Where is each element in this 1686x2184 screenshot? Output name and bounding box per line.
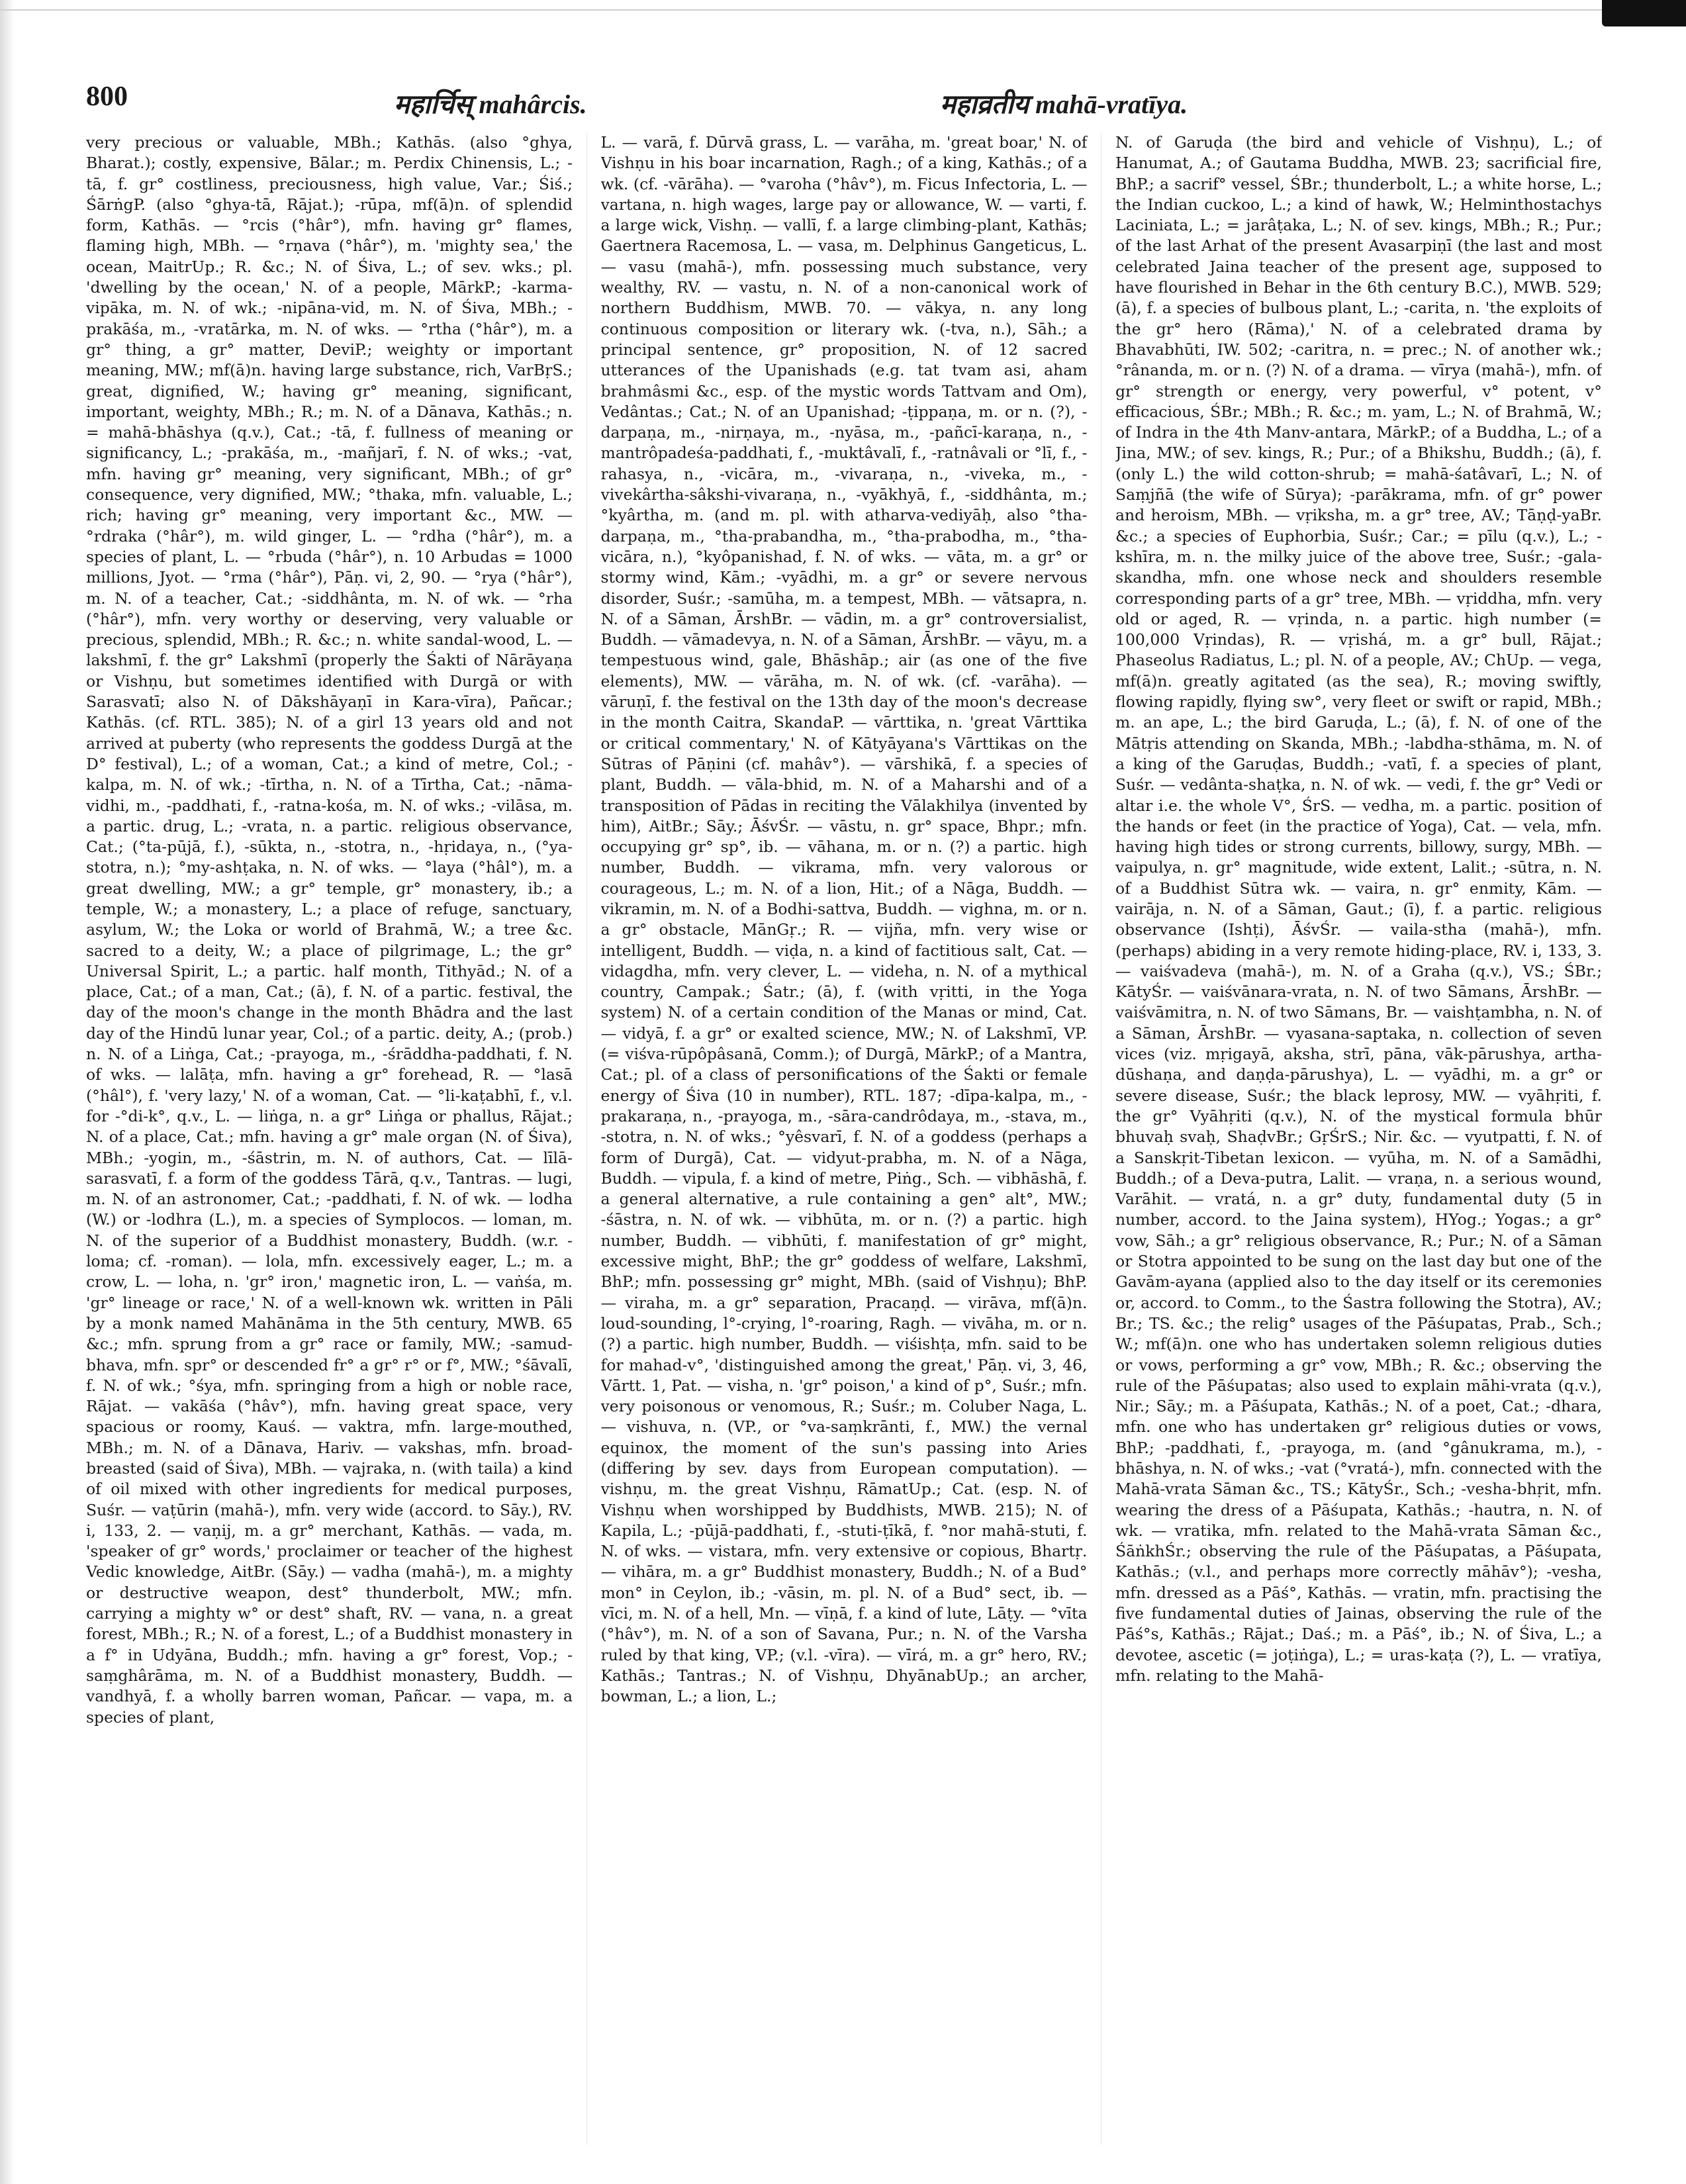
column-1-text: very precious or valuable, MBh.; Kathās. (also °ghya, Bharat.); costly, expensive, Bālar.; m. Perdix Chinensis, L.; -tā, f. gr° costliness, preciousness, high value, Var.; Śiś.; ŚārṅgP. (also °ghya-tā, Rājat.); -rūpa, mf(ā)n. of splendid form, Kathās. — °rcis (°hâr°), mfn. having gr° flames, flaming high, MBh. — °rṇava (°hâr°), m. 'mighty sea,' the ocean, MaitrUp.; R. &c.; N. of Śiva, L.; of sev. wks.; pl. 'dwelling by the ocean,' N. of a people, MārkP.; -karma-vipāka, m. N. of wk.; -nipāna-vid, m. N. of Śiva, MBh.; -prakāśa, m., -vratārka, m. N. of wks. — °rtha (°hâr°), m. a gr° thing, a gr° matter, DeviP.; weighty or important meaning, MW.; mf(ā)n. having large substance, rich, VarBṛS.; great, dignified, W.; having gr° meaning, significant, important, weighty, MBh.; R.; m. N. of a Dānava, Kathās.; n. = mahā-bhāshya (q.v.), Cat.; -tā, f. fullness of meaning or significancy, L.; -prakāśa, m., -mañjarī, f. N. of wks.; -vat, mfn. having gr° meaning, very significant, MBh.; of gr° consequence, very dignified, MW.; °thaka, mfn. valuable, L.; rich; having gr° meaning, very important &c., MW. — °rdraka (°hâr°), m. wild ginger, L. — °rdha (°hâr°), m. a species of plant, L. — °rbuda (°hâr°), n. 10 Arbudas = 1000 millions, Jyot. — °rma (°hâr°), Pāṇ. vi, 2, 90. — °rya (°hâr°), m. N. of a teacher, Cat.; -siddhânta, m. N. of wk. — °rha (°hâr°), mfn. very worthy or deserving, very valuable or precious, splendid, MBh.; R. &c.; n. white sandal-wood, L. — lakshmī, f. the gr° Lakshmī (properly the Śakti of Nārāyaṇa or Vishṇu, but sometimes identified with Durgā or with Sarasvatī; also N. of Dākshāyaṇī in Kara-vīra), Pañcar.; Kathās. (cf. RTL. 385); N. of a girl 13 years old and not arrived at puberty (who represents the goddess Durgā at the D° festival), L.; of a woman, Cat.; a kind of metre, Col.; -kalpa, m. N. of wk.; -tīrtha, n. N. of a Tīrtha, Cat.; -nāma-vidhi, m., -paddhati, f., -ratna-kośa, m. N. of wks.; -vilāsa, m. a partic. drug, L.; -vrata, n. a partic. religious observance, Cat.; (°ta-pūjā, f.), -sūkta, n., -stotra, n., -hṛidaya, n., (°ya-stotra, n.); °my-ashṭaka, n. N. of wks. — °laya (°hâl°), m. a great dwelling, MW.; a gr° temple, gr° monastery, ib.; a temple, W.; a monastery, L.; a place of refuge, sanctuary, asylum, W.; the Loka or world of Brahmā, W.; a tree &c. sacred to a deity, W.; a place of pilgrimage, L.; the gr° Universal Spirit, L.; a partic. half month, Tithyād.; N. of a place, Cat.; of a man, Cat.; (ā), f. N. of a partic. festival, the day of the moon's change in the month Bhādra and the last day of the Hindū lunar year, Col.; of a partic. deity, A.; (prob.) n. N. of a Liṅga, Cat.; -prayoga, m., -śrāddha-paddhati, f. N. of wks. — lalāṭa, mfn. having a gr° forehead, R. — °lasā (°hâl°), f. 'very lazy,' N. of a woman, Cat. — °li-kaṭabhī, f., v.l. for -°di-k°, q.v., L. — liṅga, n. a gr° Liṅga or phallus, Rājat.; N. of a place, Cat.; mfn. having a gr° male organ (N. of Śiva), MBh.; -yogin, m., -śāstrin, m. N. of authors, Cat. — līlā-sarasvatī, f. a form of the goddess Tārā, q.v., Tantras. — lugi, m. N. of an astronomer, Cat.; -paddhati, f. N. of wk. — lodha (W.) or -lodhra (L.), m. a species of Symplocos. — loman, m. N. of the superior of a Buddhist monastery, Buddh. (w.r. -loma; cf. -roman). — lola, mfn. excessively eager, L.; m. a crow, L. — loha, n. 'gr° iron,' magnetic iron, L. — vaṅśa, m. 'gr° lineage or race,' N. of a well-known wk. written in Pāli by a monk named Mahānāma in the 5th century, MWB. 65 &c.; mfn. sprung from a gr° race or family, MW.; -samud-bhava, mfn. spr° or descended fr° a gr° r° or f°, MW.; °śāvalī, f. N. of wk.; °śya, mfn. springing from a high or noble race, Rājat. — vakāśa (°hâv°), mfn. having great space, very spacious or roomy, Kauś. — vaktra, mfn. large-mouthed, MBh.; m. N. of a Dānava, Hariv. — vakshas, mfn. broad-breasted (said of Śiva), MBh. — vajraka, n. (with taila) a kind of oil mixed with other ingredients for medical purposes, Suśr. — vaṭūrin (mahā-), mfn. very wide (accord. to Sāy.), RV. i, 133, 2. — vaṇij, m. a gr° merchant, Kathās. — vada, m. 'speaker of gr° words,' proclaimer or teacher of the highest Vedic knowledge, AitBr. (Sāy.) — vadha (mahā-), m. a mighty or destructive weapon, dest° thunderbolt, MW.; mfn. carrying a mighty w° or dest° shaft, RV. — vana, n. a great forest, MBh.; R.; N. of a forest, L.; of a Buddhist monastery in a f° in Udyāna, Buddh.; mfn. having a gr° forest, Vop.; -saṃghârāma, m. N. of a Buddhist monastery, Buddh. — vandhyā, f. a wholly barren woman, Pañcar. — vapa, m. a species of plant, <box>86 133 573 1727</box>
column-3 <box>1115 132 1602 2145</box>
running-head-left: महार्चिस् mahârcis. <box>394 89 587 119</box>
page-header <box>86 81 1609 120</box>
scan-corner-mark <box>1602 0 1686 26</box>
dictionary-body <box>86 132 1602 2145</box>
column-divider <box>586 132 587 2145</box>
column-2-text: L. — varā, f. Dūrvā grass, L. — varāha, m. 'great boar,' N. of Vishṇu in his boar incarnation, Ragh.; of a king, Kathās.; of a wk. (cf. -vārāha). — °varoha (°hâv°), m. Ficus Infectoria, L. — vartana, n. high wages, large pay or allowance, W. — varti, f. a large wick, Vishṇ. — vallī, f. a large climbing-plant, Kathās; Gaertnera Racemosa, L. — vasa, m. Delphinus Gangeticus, L. — vasu (mahā-), mfn. possessing much substance, very wealthy, RV. — vastu, n. N. of a non-canonical work of northern Buddhism, MWB. 70. — vākya, n. any long continuous composition or literary wk. (-tva, n.), Sāh.; a principal sentence, gr° proposition, N. of 12 sacred utterances of the Upanishads (e.g. tat tvam asi, aham brahmâsmi &c., esp. of the mystic words Tattvam and Om), Vedântas.; Cat.; N. of an Upanishad; -ṭippaṇa, m. or n. (?), -darpaṇa, m., -nirṇaya, m., -nyāsa, m., -pañcī-karaṇa, n., -mantrôpadeśa-paddhati, f., -muktâvalī, f., -ratnâvali or °lī, f., -rahasya, n., -vicāra, m., -vivaraṇa, n., -viveka, m., -vivekârtha-sâkshi-vivaraṇa, n., -vyākhyā, f., -siddhânta, m.; °kyârtha, m. (and m. pl. with atharva-vediyāḥ, also °tha-darpaṇa, m., °tha-prabandha, m., °tha-prabodha, m., °tha-vicāra, n.), °kyôpanishad, f. N. of wks. — vāta, m. a gr° or stormy wind, Kām.; -vyādhi, m. a gr° or severe nervous disorder, Suśr.; -samūha, m. a tempest, MBh. — vātsapra, n. N. of a Sāman, ĀrshBr. — vādin, m. a gr° controversialist, Buddh. — vāmadevya, n. N. of a Sāman, ĀrshBr. — vāyu, m. a tempestuous wind, gale, Bhāshāp.; air (as one of the five elements), MW. — vārāha, m. N. of wk. (cf. -varāha). — vāruṇī, f. the festival on the 13th day of the moon's decrease in the month Caitra, SkandaP. — vārttika, n. 'great Vārttika or critical commentary,' N. of Kātyāyana's Vārttikas on the Sūtras of Pāṇini (cf. mahâv°). — vārshikā, f. a species of plant, Buddh. — vāla-bhid, m. N. of a Maharshi and of a transposition of Pādas in reciting the Vālakhilya (invented by him), AitBr.; Sāy.; ĀśvŚr. — vāstu, n. gr° space, Bhpr.; mfn. occupying gr° sp°, ib. — vāhana, m. or n. (?) a partic. high number, Buddh. — vikrama, mfn. very valorous or courageous, L.; m. N. of a lion, Hit.; of a Nāga, Buddh. — vikramin, m. N. of a Bodhi-sattva, Buddh. — vighna, m. or n. a gr° obstacle, MānGṛ.; R. — vijña, mfn. very wise or intelligent, Buddh. — viḍa, n. a kind of factitious salt, Cat. — vidagdha, mfn. very clever, L. — videha, n. N. of a mythical country, Campak.; Śatr.; (ā), f. (with vṛitti, in the Yoga system) N. of a certain condition of the Manas or mind, Cat. — vidyā, f. a gr° or exalted science, MW.; N. of Lakshmī, VP. (= viśva-rūpôpâsanā, Comm.); of Durgā, MārkP.; of a Mantra, Cat.; pl. of a class of personifications of the Śakti or female energy of Śiva (10 in number), RTL. 187; -dīpa-kalpa, m., -prakaraṇa, n., -prayoga, m., -sāra-candrôdaya, m., -stava, m., -stotra, n. N. of wks.; °yêsvarī, f. N. of a goddess (perhaps a form of Durgā), Cat. — vidyut-prabha, m. N. of a Nāga, Buddh. — vipula, f. a kind of metre, Piṅg., Sch. — vibhāshā, f. a general alternative, a rule containing a gen° alt°, MW.; -śāstra, n. N. of wk. — vibhūta, m. or n. (?) a partic. high number, Buddh. — vibhūti, f. manifestation of gr° might, excessive might, BhP.; the gr° goddess of welfare, Lakshmī, BhP.; mfn. possessing gr° might, MBh. (said of Vishṇu); BhP. — viraha, m. a gr° separation, Pracaṇḍ. — virāva, mf(ā)n. loud-sounding, l°-crying, l°-roaring, Ragh. — vivāha, m. or n. (?) a partic. high number, Buddh. — viśishṭa, mfn. said to be for mahad-v°, 'distinguished among the great,' Pāṇ. vi, 3, 46, Vārtt. 1, Pat. — visha, n. 'gr° poison,' a kind of p°, Suśr.; mfn. very poisonous or venomous, R.; Suśr.; m. Coluber Naga, L. — vishuva, n. (VP., or °va-saṃkrānti, f., MW.) the vernal equinox, the moment of the sun's passing into Aries (differing by sev. days from European computation). — vishṇu, m. the great Vishṇu, RāmatUp.; Cat. (esp. N. of Vishṇu when worshipped by Buddhists, MWB. 215); N. of Kapila, L.; -pūjā-paddhati, f., -stuti-ṭīkā, f. °nor mahā-stuti, f. N. of wks. — vistara, mfn. very extensive or copious, Bhartṛ. — vihāra, m. a gr° Buddhist monastery, Buddh.; N. of a Bud° mon° in Ceylon, ib.; -vāsin, m. pl. N. of a Bud° sect, ib. — vīci, m. N. of a hell, Mn. — vīṇā, f. a kind of lute, Lāṭy. — °vīta (°hâv°), m. N. of a son of Savana, Pur.; n. N. of the Varsha ruled by that king, VP.; (v.l. -vīra). — vīrá, m. a gr° hero, RV.; Kathās.; Tantras.; N. of Vishṇu, DhyānabUp.; an archer, bowman, L.; a lion, L.; <box>600 133 1088 1706</box>
column-2 <box>601 132 1088 2145</box>
page-fold-shadow <box>0 0 15 2184</box>
scan-edge-line <box>0 9 1686 11</box>
column-3-text: N. of Garuḍa (the bird and vehicle of Vishṇu), L.; of Hanumat, A.; of Gautama Buddha, MWB. 23; sacrificial fire, BhP.; a sacrif° vessel, ŚBr.; thunderbolt, L.; a white horse, L.; the Indian cuckoo, L.; a kind of hawk, W.; Helminthostachys Laciniata, L.; = jarâṭaka, L.; N. of sev. kings, MBh.; R.; Pur.; of the last Arhat of the present Avasarpiṇī (the last and most celebrated Jaina teacher of the present age, supposed to have flourished in Behar in the 6th century B.C.), MWB. 529; (ā), f. a species of bulbous plant, L.; -carita, n. 'the exploits of the gr° hero (Rāma),' N. of a celebrated drama by Bhavabhūti, IW. 502; -caritra, n. = prec.; N. of another wk.; °rânanda, m. or n. (?) N. of a drama. — vīrya (mahā-), mfn. of gr° strength or energy, very powerful, v° potent, v° efficacious, ŚBr.; MBh.; R. &c.; m. yam, L.; N. of Brahmā, W.; of Indra in the 4th Manv-antara, MārkP.; of a Buddha, L.; of a Jina, MW.; of sev. kings, R.; Pur.; of a Bhikshu, Buddh.; (ā), f. (only L.) the wild cotton-shrub; = mahā-śatâvarī, L.; N. of Saṃjñā (the wife of Sūrya); -parākrama, mfn. of gr° power and heroism, MBh. — vṛiksha, m. a gr° tree, AV.; Tāṇḍ-yaBr. &c.; a species of Euphorbia, Suśr.; Car.; = pīlu (q.v.), L.; -kshīra, m. n. the milky juice of the above tree, Suśr.; -gala-skandha, mfn. one whose neck and shoulders resemble corresponding parts of a gr° tree, MBh. — vṛiddha, mfn. very old or aged, R. — vṛinda, n. a partic. high number (= 100,000 Vṛindas), R. — vṛishá, m. a gr° bull, Rājat.; Phaseolus Radiatus, L.; pl. N. of a people, AV.; ChUp. — vega, mf(ā)n. greatly agitated (as the sea), R.; moving swiftly, flowing rapidly, flying sw°, very fleet or swift or rapid, MBh.; m. an ape, L.; the bird Garuḍa, L.; (ā), f. N. of one of the Mātṛis attending on Skanda, MBh.; -labdha-sthāma, m. N. of a king of the Garuḍas, Buddh.; -vatī, f. a species of plant, Suśr. — vedânta-shaṭka, n. N. of wk. — vedi, f. the gr° Vedi or altar i.e. the whole V°, ŚrS. — vedha, m. a partic. position of the hands or feet (in the practice of Yoga), Cat. — vela, mfn. having high tides or strong currents, billowy, surgy, MBh. — vaipulya, n. gr° magnitude, wide extent, Lalit.; -sūtra, n. N. of a Buddhist Sūtra wk. — vaira, n. gr° enmity, Kām. — vairāja, n. N. of a Sāman, Gaut.; (ī), f. a partic. religious observance (Ishṭi), ĀśvŚr. — vaila-stha (mahā-), mfn. (perhaps) abiding in a very remote hiding-place, RV. i, 133, 3. — vaiśvadeva (mahā-), m. N. of a Graha (q.v.), VS.; ŚBr.; KātyŚr. — vaiśvānara-vrata, n. N. of two Sāmans, ĀrshBr. — vaiśvāmitra, n. N. of two Sāmans, Br. — vaishṭambha, n. N. of a Sāman, ĀrshBr. — vyasana-saptaka, n. collection of seven vices (viz. mṛigayā, aksha, strī, pāna, vāk-pārushya, artha-dūshaṇa, and daṇḍa-pārushya), L. — vyādhi, m. a gr° or severe disease, Suśr.; the black leprosy, MW. — vyāhṛiti, f. the gr° Vyāhṛiti (q.v.), N. of the mystical formula bhūr bhuvaḥ svaḥ, ShaḍvBr.; GṛŚrS.; Nir. &c. — vyutpatti, f. N. of a Sanskṛit-Tibetan lexicon. — vyūha, m. N. of a Samādhi, Buddh.; of a Deva-putra, Lalit. — vraṇa, n. a serious wound, Varāhit. — vratá, n. a gr° duty, fundamental duty (5 in number, accord. to the Jaina system), HYog.; Yogas.; a gr° vow, Sāh.; a gr° religious observance, R.; Pur.; N. of a Sāman or Stotra appointed to be sung on the last day but one of the Gavām-ayana (applied also to the day itself or its ceremonies or, accord. to Comm., to the Śastra following the Stotra), AV.; Br.; TS. &c.; the relig° usages of the Pāśupatas, Prab., Sch.; W.; mf(ā)n. one who has undertaken solemn religious duties or vows, performing a gr° vow, MBh.; R. &c.; observing the rule of the Pāśupatas; also used to explain māhi-vrata (q.v.), Nir.; Sāy.; m. a Pāśupata, Kathās.; N. of a poet, Cat.; -dhara, mfn. one who has undertaken gr° religious duties or vows, BhP.; -paddhati, f., -prayoga, m. (and °gânukrama, m.), -bhāshya, n. N. of wks.; -vat (°vratá-), mfn. connected with the Mahā-vrata Sāman &c., TS.; KātyŚr., Sch.; -vesha-bhṛit, mfn. wearing the dress of a Pāśupata, Kathās.; -hautra, n. N. of wk. — vratika, mfn. related to the Mahā-vrata Sāman &c., ŚāṅkhŚr.; observing the rule of the Pāśupatas, a Pāśupata, Kathās.; (v.l., and perhaps more correctly māhāv°); -vesha, mfn. dressed as a Pāś°, Kathās. — vratin, mfn. practising the five fundamental duties of Jainas, observing the rule of the Pāś°s, Kathās.; Rājat.; Daś.; m. a Pāś°, ib.; N. of Śiva, L.; a devotee, ascetic (= joṭiṅga), L.; = uras-kaṭa (?), L. — vratīya, mfn. relating to the Mahā- <box>1115 133 1602 1685</box>
column-1 <box>86 132 573 2145</box>
page-number: 800 <box>86 81 128 112</box>
running-head-right: महाव्रतीय mahā-vratīya. <box>940 89 1188 119</box>
